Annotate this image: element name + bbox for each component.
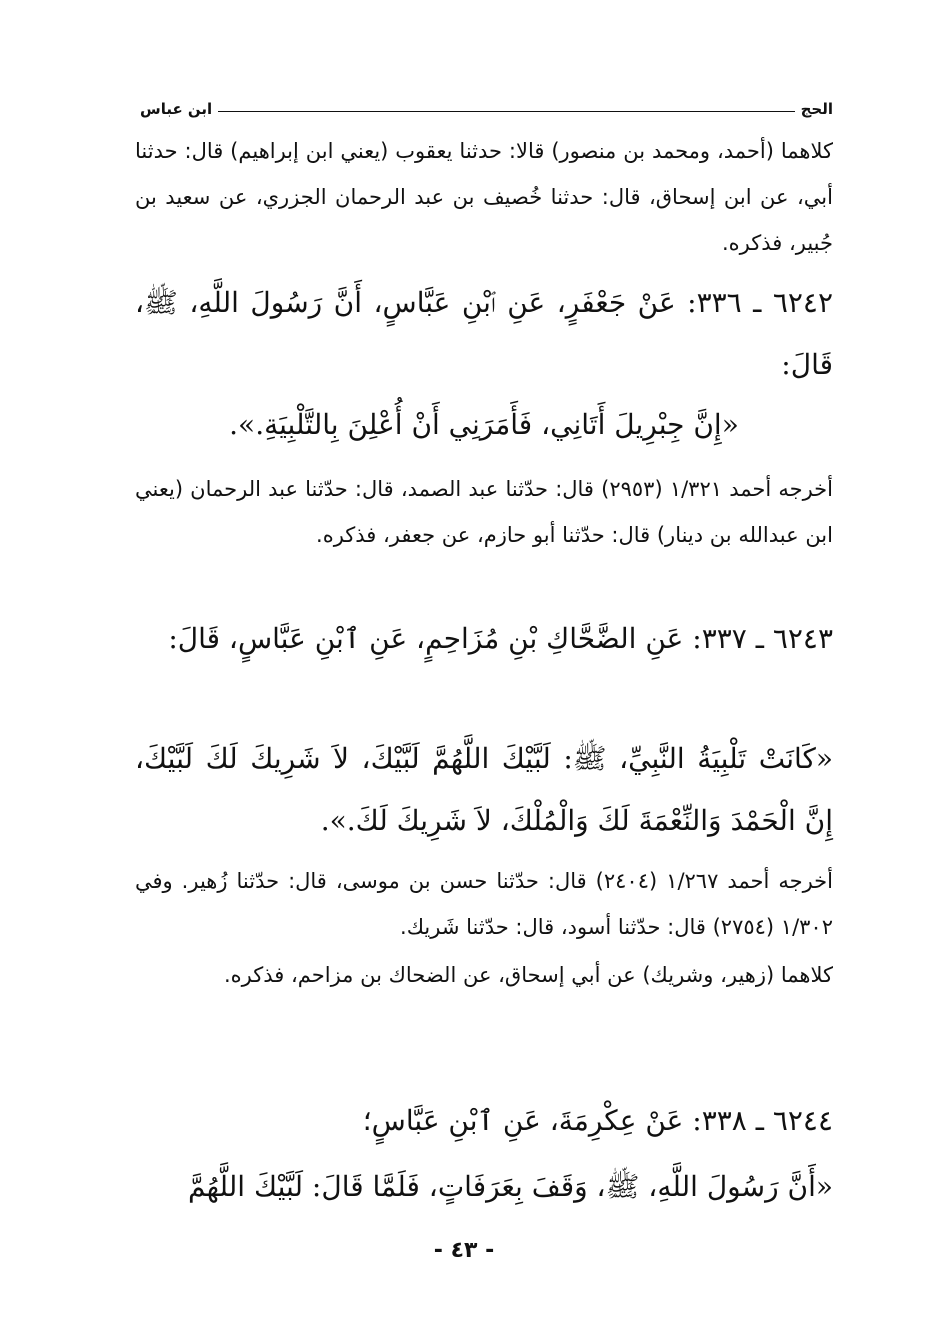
hadith-6242-text: «إِنَّ جِبْرِيلَ أَتَانِي، فَأَمَرَنِي أَنْ أُعْلِنَ بِالتَّلْبِيَةِ.».: [229, 408, 739, 441]
hadith-6244-text: «أَنَّ رَسُولَ اللَّهِ، ﷺ، وَقَفَ بِعَرَفَاتٍ، فَلَمَّا قَالَ: لَبَّيْكَ اللَّهُمَّ: [187, 1170, 833, 1203]
hadith-6243-source-note-2: كلاهما (زهير، وشريك) عن أبي إسحاق، عن الضحاك بن مزاحم، فذكره.: [224, 963, 833, 987]
hadith-6243-source-note: أخرجه أحمد ١/٢٦٧ (٢٤٠٤) قال: حدّثنا حسن بن موسى، قال: حدّثنا زُهير. وفي ١/٣٠٢ (٢٧٥٤) قال: حدّثنا أسود، قال: حدّثنا شَريك.: [135, 869, 833, 939]
hadith-6244-heading: ٦٢٤٤ ـ ٣٣٨: عَنْ عِكْرِمَةَ، عَنِ ٱبْنِ عَبَّاسٍ؛: [362, 1104, 833, 1137]
running-header: [140, 94, 833, 118]
hadith-6242-heading: ٦٢٤٢ ـ ٣٣٦: عَنْ جَعْفَرٍ، عَنِ ٱبْنِ عَبَّاسٍ، أَنَّ رَسُولَ اللَّهِ، ﷺ، قَالَ:: [135, 286, 833, 381]
source-note-previous: كلاهما (أحمد، ومحمد بن منصور) قالا: حدثنا يعقوب (يعني ابن إبراهيم) قال: حدثنا أبي، عن ابن إسحاق، قال: حدثنا خُصيف بن عبد الرحمان الجزري، عن سعيد بن جُبير، فذكره.: [135, 139, 833, 255]
page-number: - ٤٣ -: [433, 1238, 495, 1263]
section-title: ابن عباس: [140, 100, 213, 118]
header-rule: [218, 111, 794, 112]
hadith-6243-heading: ٦٢٤٣ ـ ٣٣٧: عَنِ الضَّحَّاكِ بْنِ مُزَاحِمٍ، عَنِ ٱبْنِ عَبَّاسٍ، قَالَ:: [168, 622, 833, 655]
chapter-title: الحج: [800, 100, 833, 118]
hadith-6242-source-note: أخرجه أحمد ١/٣٢١ (٢٩٥٣) قال: حدّثنا عبد الصمد، قال: حدّثنا عبد الرحمان (يعني ابن عبدالله بن دينار) قال: حدّثنا أبو حازم، عن جعفر، فذكره.: [135, 477, 833, 547]
hadith-6243-text: «كَانَتْ تَلْبِيَةُ النَّبِيِّ، ﷺ: لَبَّيْكَ اللَّهُمَّ لَبَّيْكَ، لاَ شَرِيكَ لَكَ لَبَّيْكَ، إِنَّ الْحَمْدَ وَالنِّعْمَةَ لَكَ وَالْمُلْكَ، لاَ شَرِيكَ لَكَ.».: [135, 742, 833, 837]
